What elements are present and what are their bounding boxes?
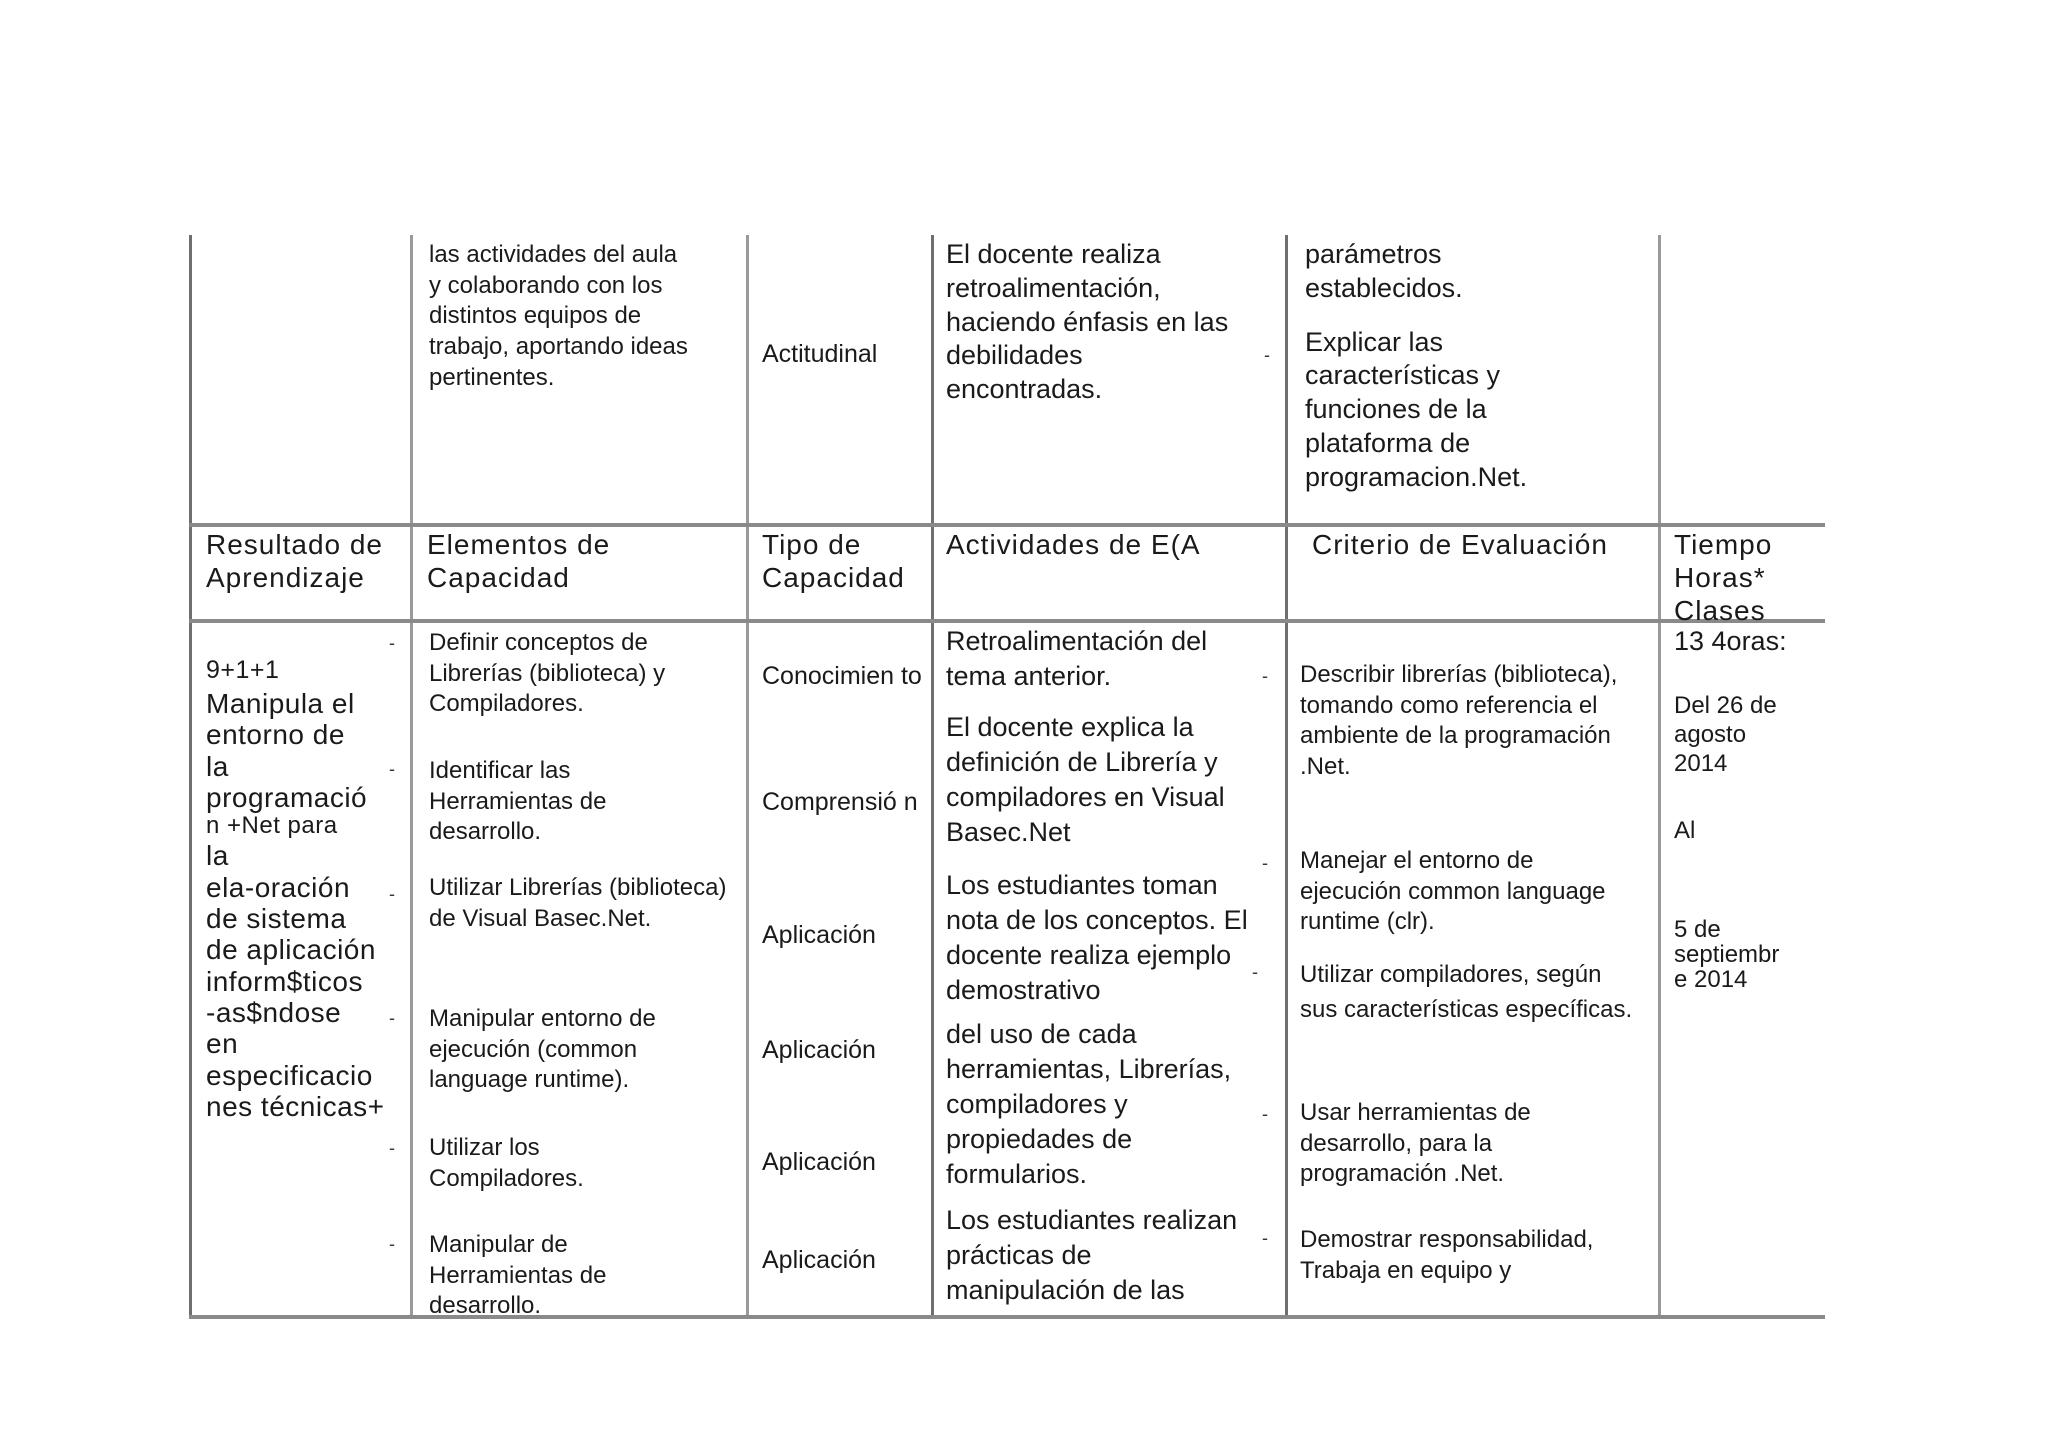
actividad-item-1: Retroalimentación del tema anterior.	[946, 626, 1208, 692]
actividad-item-2: El docente explica la definición de Librería y compiladores en Visual Basec.Net	[946, 712, 1225, 848]
continuation-actividades: El docente realiza retroalimentación, haciendo énfasis en las debilidades encontradas.	[946, 239, 1229, 404]
continuation-elements: las actividades del aula y colaborando con los distintos equipos de trabajo, aportando ideas pertinentes.	[429, 241, 688, 391]
bullet-mark: -	[1262, 853, 1268, 873]
resultado-cell: 9+1+1 Manipula el entorno de la programació n +Net para la ela-oración de sistema de aplicación inform$ticos -as$ndose en especificacio nes técnicas+	[206, 656, 385, 1123]
column-divider-4	[1285, 235, 1288, 1319]
actividad-item-4: del uso de cada herramientas, Librerías, compiladores y propiedades de formularios.	[946, 1019, 1232, 1190]
tiempo-al: Al	[1674, 817, 1696, 844]
elemento-item-4: Manipular entorno de ejecución (common language runtime).	[429, 1005, 656, 1094]
tiempo-horas: 13 4oras:	[1674, 626, 1787, 656]
tipo-item-1: Conocimien to	[762, 662, 922, 690]
elemento-item-2: Identificar las Herramientas de desarrollo.	[429, 757, 607, 846]
column-divider-1	[410, 235, 413, 1319]
header-tipo: Tipo de Capacidad	[762, 529, 905, 594]
bullet-mark: -	[389, 884, 395, 904]
elemento-item-6: Manipular de Herramientas de desarrollo.	[429, 1231, 607, 1320]
actividad-item-5: Los estudiantes realizan prácticas de manipulación de las	[946, 1205, 1238, 1306]
header-resultado: Resultado de Aprendizaje	[206, 529, 384, 594]
criterio-item-2: Manejar el entorno de ejecución common language runtime (clr).	[1300, 847, 1606, 936]
bullet-mark: -	[389, 759, 395, 779]
actividad-item-3: Los estudiantes toman nota de los conceptos. El docente realiza ejemplo demostrativo	[946, 870, 1248, 1006]
column-divider-2	[746, 235, 749, 1319]
tipo-item-4: Aplicación	[762, 1036, 876, 1064]
bullet-mark: -	[389, 1234, 395, 1254]
bullet-mark: -	[389, 1138, 395, 1158]
column-divider-3	[931, 235, 934, 1319]
elemento-item-1: Definir conceptos de Librerías (biblioteca) y Compiladores.	[429, 629, 666, 718]
criterio-item-1: Describir librerías (biblioteca), tomando como referencia el ambiente de la programación .Net.	[1300, 661, 1618, 781]
header-top-border	[189, 523, 1825, 527]
header-bottom-border	[189, 619, 1825, 623]
bullet-mark: -	[1262, 666, 1268, 686]
tipo-item-3: Aplicación	[762, 921, 876, 949]
bullet-mark: -	[1262, 1228, 1268, 1248]
tipo-item-6: Aplicación	[762, 1246, 876, 1274]
criterio-item-3: Utilizar compiladores, según sus características específicas.	[1300, 961, 1633, 1023]
tiempo-del: Del 26 de agosto 2014	[1674, 692, 1777, 777]
criterio-item-4: Usar herramientas de desarrollo, para la programación .Net.	[1300, 1099, 1531, 1188]
continuation-tipo: Actitudinal	[762, 340, 878, 368]
bullet-mark: -	[1252, 962, 1258, 982]
header-criterio: Criterio de Evaluación	[1312, 529, 1608, 560]
tipo-item-2: Comprensió n	[762, 788, 918, 816]
criterio-item-5: Demostrar responsabilidad, Trabaja en equipo y	[1300, 1226, 1594, 1284]
header-tiempo: Tiempo Horas* Clases	[1674, 529, 1773, 627]
column-divider-5	[1658, 235, 1661, 1319]
bullet-mark: -	[1262, 1104, 1268, 1124]
bullet-mark: -	[1264, 345, 1270, 365]
table-border-left	[189, 235, 192, 1319]
bullet-mark: -	[389, 1008, 395, 1028]
elemento-item-5: Utilizar los Compiladores.	[429, 1134, 584, 1192]
bullet-mark: -	[389, 633, 395, 653]
elemento-item-3: Utilizar Librerías (biblioteca) de Visual Basec.Net.	[429, 874, 727, 932]
continuation-criterio: parámetros establecidos. Explicar las características y funciones de la plataforma de programacion.Net.	[1305, 239, 1528, 492]
tipo-item-5: Aplicación	[762, 1148, 876, 1176]
header-actividades: Actividades de E(A	[946, 529, 1201, 560]
tiempo-hasta: 5 de septiembr e 2014	[1674, 916, 1780, 994]
header-elementos: Elementos de Capacidad	[427, 529, 611, 594]
